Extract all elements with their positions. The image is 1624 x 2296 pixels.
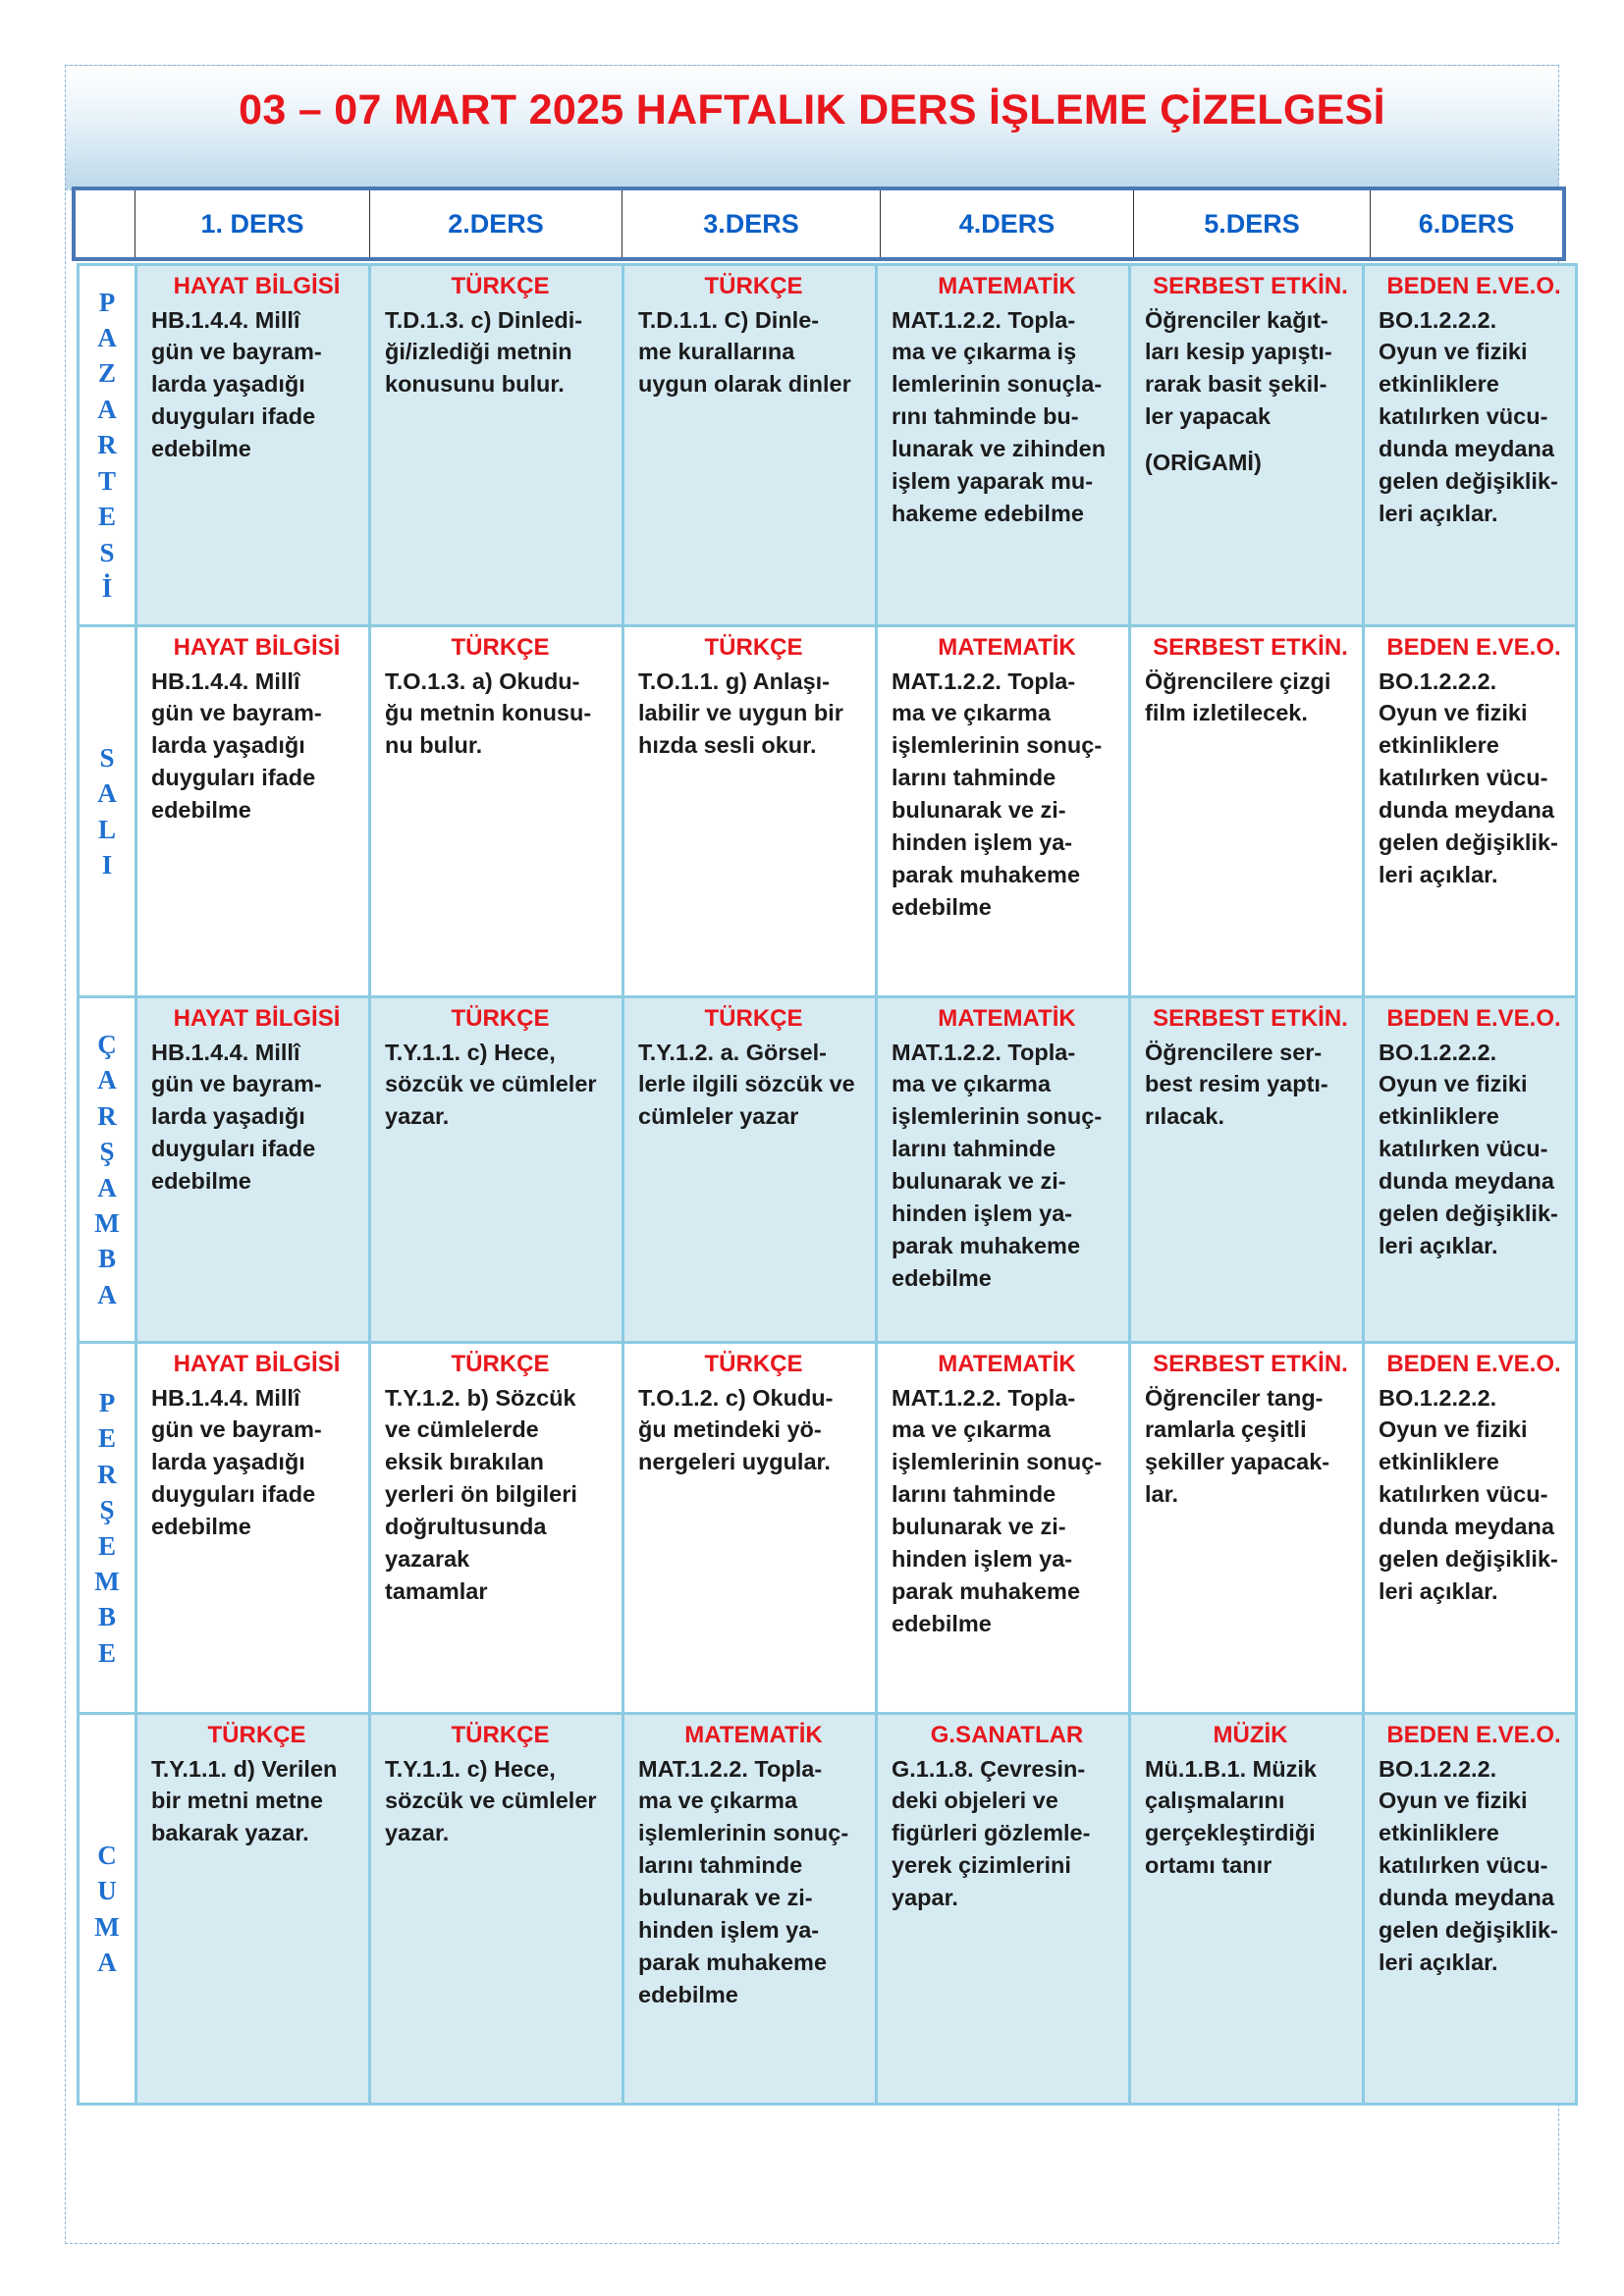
objective-text: MAT.1.2.2. Topla- ma ve çıkarma işlemlerinin sonuç- larını tahminde bulunarak ve zi- hinden işlem ya- parak muhakeme edebilme (892, 1039, 1103, 1291)
lesson-cell (623, 626, 877, 997)
subject-label: BEDEN E.VE.O. (1386, 273, 1561, 299)
objective-text: T.Y.1.2. b) Sözcük ve cümlelerde eksik bırakılan yerleri ön bilgileri doğrultusunda yazarak tamamlar (385, 1384, 577, 1604)
objective-text: T.Y.1.1. c) Hece, sözcük ve cümleler yazar. (385, 1039, 597, 1130)
objective-text: MAT.1.2.2. Topla- ma ve çıkarma işlemlerinin sonuç- larını tahminde bulunarak ve zi- hinden işlem ya- parak muhakeme edebilme (892, 667, 1103, 920)
day-letter: Ç (97, 1029, 117, 1059)
subject-label: BEDEN E.VE.O. (1386, 634, 1561, 661)
lesson-cell (877, 265, 1130, 626)
objective-text: T.O.1.2. c) Okudu- ğu metindeki yö- nergeleri uygular. (638, 1384, 834, 1475)
objective-text: Öğrencilere ser- best resim yaptı- rılacak. (1145, 1039, 1328, 1130)
subject-label: TÜRKÇE (704, 1351, 803, 1377)
day-letter: E (97, 1637, 116, 1668)
subject-label: HAYAT BİLGİSİ (173, 273, 341, 299)
lesson-cell (877, 1343, 1130, 1714)
objective-text: T.D.1.1. C) Dinle- me kurallarına uygun olarak dinler (638, 306, 851, 398)
page-title: 03 – 07 MART 2025 HAFTALIK DERS İŞLEME ÇİZELGESİ (239, 85, 1385, 133)
subject-label: TÜRKÇE (704, 273, 803, 299)
subject-label: SERBEST ETKİN. (1153, 1351, 1348, 1377)
header-lesson-4: 4.DERS (880, 190, 1133, 257)
subject-label: MATEMATİK (684, 1722, 823, 1748)
objective-text: T.O.1.3. a) Okudu- ğu metnin konusu- nu bulur. (385, 667, 592, 759)
subject-label: SERBEST ETKİN. (1153, 1005, 1348, 1032)
day-letter: M (94, 1566, 120, 1596)
header-lesson-5: 5.DERS (1133, 190, 1370, 257)
objective-text: T.Y.1.1. d) Verilen bir metni metne bakarak yazar. (151, 1755, 338, 1846)
subject-label: TÜRKÇE (451, 634, 550, 661)
day-letter: A (97, 1065, 117, 1095)
objective-text: T.Y.1.2. a. Görsel- lerle ilgili sözcük ve cümleler yazar (638, 1039, 855, 1130)
lesson-cell (370, 1714, 623, 2105)
lesson-cell (1364, 1343, 1577, 1714)
subject-label: TÜRKÇE (451, 1351, 550, 1377)
lesson-cell (136, 1343, 370, 1714)
objective-text: T.O.1.1. g) Anlaşı- labilir ve uygun bir hızda sesli okur. (638, 667, 843, 759)
lesson-cell (1130, 265, 1364, 626)
day-letter: İ (101, 573, 113, 604)
lesson-cell (370, 997, 623, 1343)
day-letter: Ş (99, 1137, 115, 1167)
lesson-cell (623, 265, 877, 626)
lesson-cell (370, 626, 623, 997)
objective-text: T.Y.1.1. c) Hece, sözcük ve cümleler yazar. (385, 1755, 597, 1846)
subject-label: SERBEST ETKİN. (1153, 634, 1348, 661)
day-label-cuma (79, 1714, 136, 2105)
day-letter: E (97, 1530, 116, 1561)
day-row-sali (79, 626, 1577, 997)
day-letter: L (97, 814, 116, 844)
day-row-cuma (79, 1714, 1577, 2105)
schedule-table (77, 263, 1578, 2106)
day-letter: I (101, 849, 113, 880)
objective-text: BO.1.2.2.2. Oyun ve fiziki etkinliklere katılırken vücu- dunda meydana gelen değişiklik- leri açıklar. (1379, 306, 1558, 526)
subject-label: MATEMATİK (938, 273, 1076, 299)
subject-label: TÜRKÇE (451, 1005, 550, 1032)
subject-label: TÜRKÇE (451, 1722, 550, 1748)
header-lesson-1: 1. DERS (135, 190, 369, 257)
header-lesson-2: 2.DERS (369, 190, 622, 257)
lesson-cell (136, 1714, 370, 2105)
day-letter: A (97, 1172, 117, 1202)
day-row-carsamba (79, 997, 1577, 1343)
header-corner (76, 190, 135, 257)
lesson-cell (1364, 997, 1577, 1343)
subject-label: BEDEN E.VE.O. (1386, 1005, 1561, 1032)
day-letter: P (98, 287, 116, 317)
objective-text: BO.1.2.2.2. Oyun ve fiziki etkinliklere katılırken vücu- dunda meydana gelen değişiklik- leri açıklar. (1379, 1755, 1558, 1975)
objective-text: MAT.1.2.2. Topla- ma ve çıkarma iş lemlerinin sonuçla- rını tahminde bu- lunarak ve zihinden işlem yaparak mu- hakeme edebilme (892, 306, 1107, 526)
lesson-cell (623, 1343, 877, 1714)
day-letter: C (97, 1840, 117, 1870)
day-letter: Ş (99, 1495, 115, 1525)
subject-label: HAYAT BİLGİSİ (173, 1351, 341, 1377)
objective-text: MAT.1.2.2. Topla- ma ve çıkarma işlemlerinin sonuç- larını tahminde bulunarak ve zi- hinden işlem ya- parak muhakeme edebilme (638, 1755, 849, 2007)
subject-label: TÜRKÇE (704, 634, 803, 661)
lesson-cell (1364, 265, 1577, 626)
lesson-cell (370, 265, 623, 626)
subject-label: MATEMATİK (938, 1351, 1076, 1377)
lesson-header-row (72, 187, 1566, 261)
title-band (65, 65, 1559, 190)
header-lesson-6: 6.DERS (1370, 190, 1562, 257)
day-letter: A (97, 394, 117, 424)
subject-label: BEDEN E.VE.O. (1386, 1722, 1561, 1748)
lesson-cell (877, 1714, 1130, 2105)
lesson-cell (1364, 1714, 1577, 2105)
objective-text: Öğrencilere çizgi film izletilecek. (1145, 667, 1331, 726)
lesson-cell (877, 997, 1130, 1343)
objective-text: HB.1.4.4. Millî gün ve bayram- larda yaşadığı duyguları ifade edebilme (151, 667, 322, 824)
subject-label: HAYAT BİLGİSİ (173, 634, 341, 661)
objective-text: BO.1.2.2.2. Oyun ve fiziki etkinliklere katılırken vücu- dunda meydana gelen değişiklik- leri açıklar. (1379, 667, 1558, 887)
lesson-cell (877, 626, 1130, 997)
lesson-cell (136, 265, 370, 626)
lesson-cell (623, 997, 877, 1343)
day-label-pazartesi (79, 265, 136, 626)
day-letter: A (97, 1279, 117, 1309)
day-row-persembe (79, 1343, 1577, 1714)
day-letter: A (97, 1947, 117, 1977)
day-letter: R (97, 1100, 117, 1131)
day-letter: T (97, 465, 116, 496)
objective-text: Mü.1.B.1. Müzik çalışmalarını gerçekleştirdiği ortamı tanır (1145, 1755, 1317, 1879)
day-letter: S (99, 742, 115, 773)
day-letter: B (97, 1244, 116, 1274)
subject-label: HAYAT BİLGİSİ (173, 1005, 341, 1032)
objective-text: HB.1.4.4. Millî gün ve bayram- larda yaşadığı duyguları ifade edebilme (151, 1039, 322, 1195)
day-letter: A (97, 778, 117, 809)
day-label-sali (79, 626, 136, 997)
activity-note: (ORİGAMİ) (1145, 450, 1262, 476)
objective-text: Öğrenciler kağıt- ları kesip yapıştı- rarak basit şekil- ler yapacak (1145, 306, 1332, 430)
objective-text: HB.1.4.4. Millî gün ve bayram- larda yaşadığı duyguları ifade edebilme (151, 1384, 322, 1540)
day-row-pazartesi (79, 265, 1577, 626)
objective-text: BO.1.2.2.2. Oyun ve fiziki etkinliklere katılırken vücu- dunda meydana gelen değişiklik- leri açıklar. (1379, 1039, 1558, 1258)
lesson-cell (136, 997, 370, 1343)
objective-text: MAT.1.2.2. Topla- ma ve çıkarma işlemlerinin sonuç- larını tahminde bulunarak ve zi- hinden işlem ya- parak muhakeme edebilme (892, 1384, 1103, 1636)
day-label-carsamba (79, 997, 136, 1343)
lesson-cell (1130, 1343, 1364, 1714)
day-letter: B (97, 1602, 116, 1632)
day-letter: E (97, 1423, 116, 1454)
day-letter: U (97, 1876, 117, 1906)
day-letter: M (94, 1207, 120, 1238)
lesson-cell (1130, 626, 1364, 997)
day-letter: A (97, 322, 117, 352)
objective-text: T.D.1.3. c) Dinledi- ği/izlediği metnin konusunu bulur. (385, 306, 583, 398)
lesson-cell (370, 1343, 623, 1714)
objective-text: HB.1.4.4. Millî gün ve bayram- larda yaşadığı duyguları ifade edebilme (151, 306, 322, 462)
subject-label: BEDEN E.VE.O. (1386, 1351, 1561, 1377)
lesson-cell (1130, 997, 1364, 1343)
subject-label: TÜRKÇE (704, 1005, 803, 1032)
day-letter: M (94, 1911, 120, 1942)
objective-text: G.1.1.8. Çevresin- deki objeleri ve figürleri gözlemle- yerek çizimlerini yapar. (892, 1755, 1091, 1911)
subject-label: TÜRKÇE (451, 273, 550, 299)
objective-text: Öğrenciler tang- ramlarla çeşitli şekiller yapacak- lar. (1145, 1384, 1330, 1508)
day-letter: S (99, 537, 115, 567)
header-lesson-3: 3.DERS (622, 190, 880, 257)
day-letter: R (97, 430, 117, 460)
subject-label: G.SANATLAR (930, 1722, 1084, 1748)
subject-label: TÜRKÇE (207, 1722, 306, 1748)
day-letter: Z (97, 358, 116, 389)
day-letter: P (98, 1387, 116, 1417)
day-letter: E (97, 502, 116, 532)
lesson-cell (1130, 1714, 1364, 2105)
day-letter: R (97, 1459, 117, 1489)
subject-label: SERBEST ETKİN. (1153, 273, 1348, 299)
subject-label: MATEMATİK (938, 1005, 1076, 1032)
subject-label: MÜZİK (1213, 1722, 1288, 1748)
day-label-persembe (79, 1343, 136, 1714)
subject-label: MATEMATİK (938, 634, 1076, 661)
lesson-cell (623, 1714, 877, 2105)
lesson-cell (1364, 626, 1577, 997)
objective-text: BO.1.2.2.2. Oyun ve fiziki etkinliklere katılırken vücu- dunda meydana gelen değişiklik- leri açıklar. (1379, 1384, 1558, 1604)
lesson-cell (136, 626, 370, 997)
